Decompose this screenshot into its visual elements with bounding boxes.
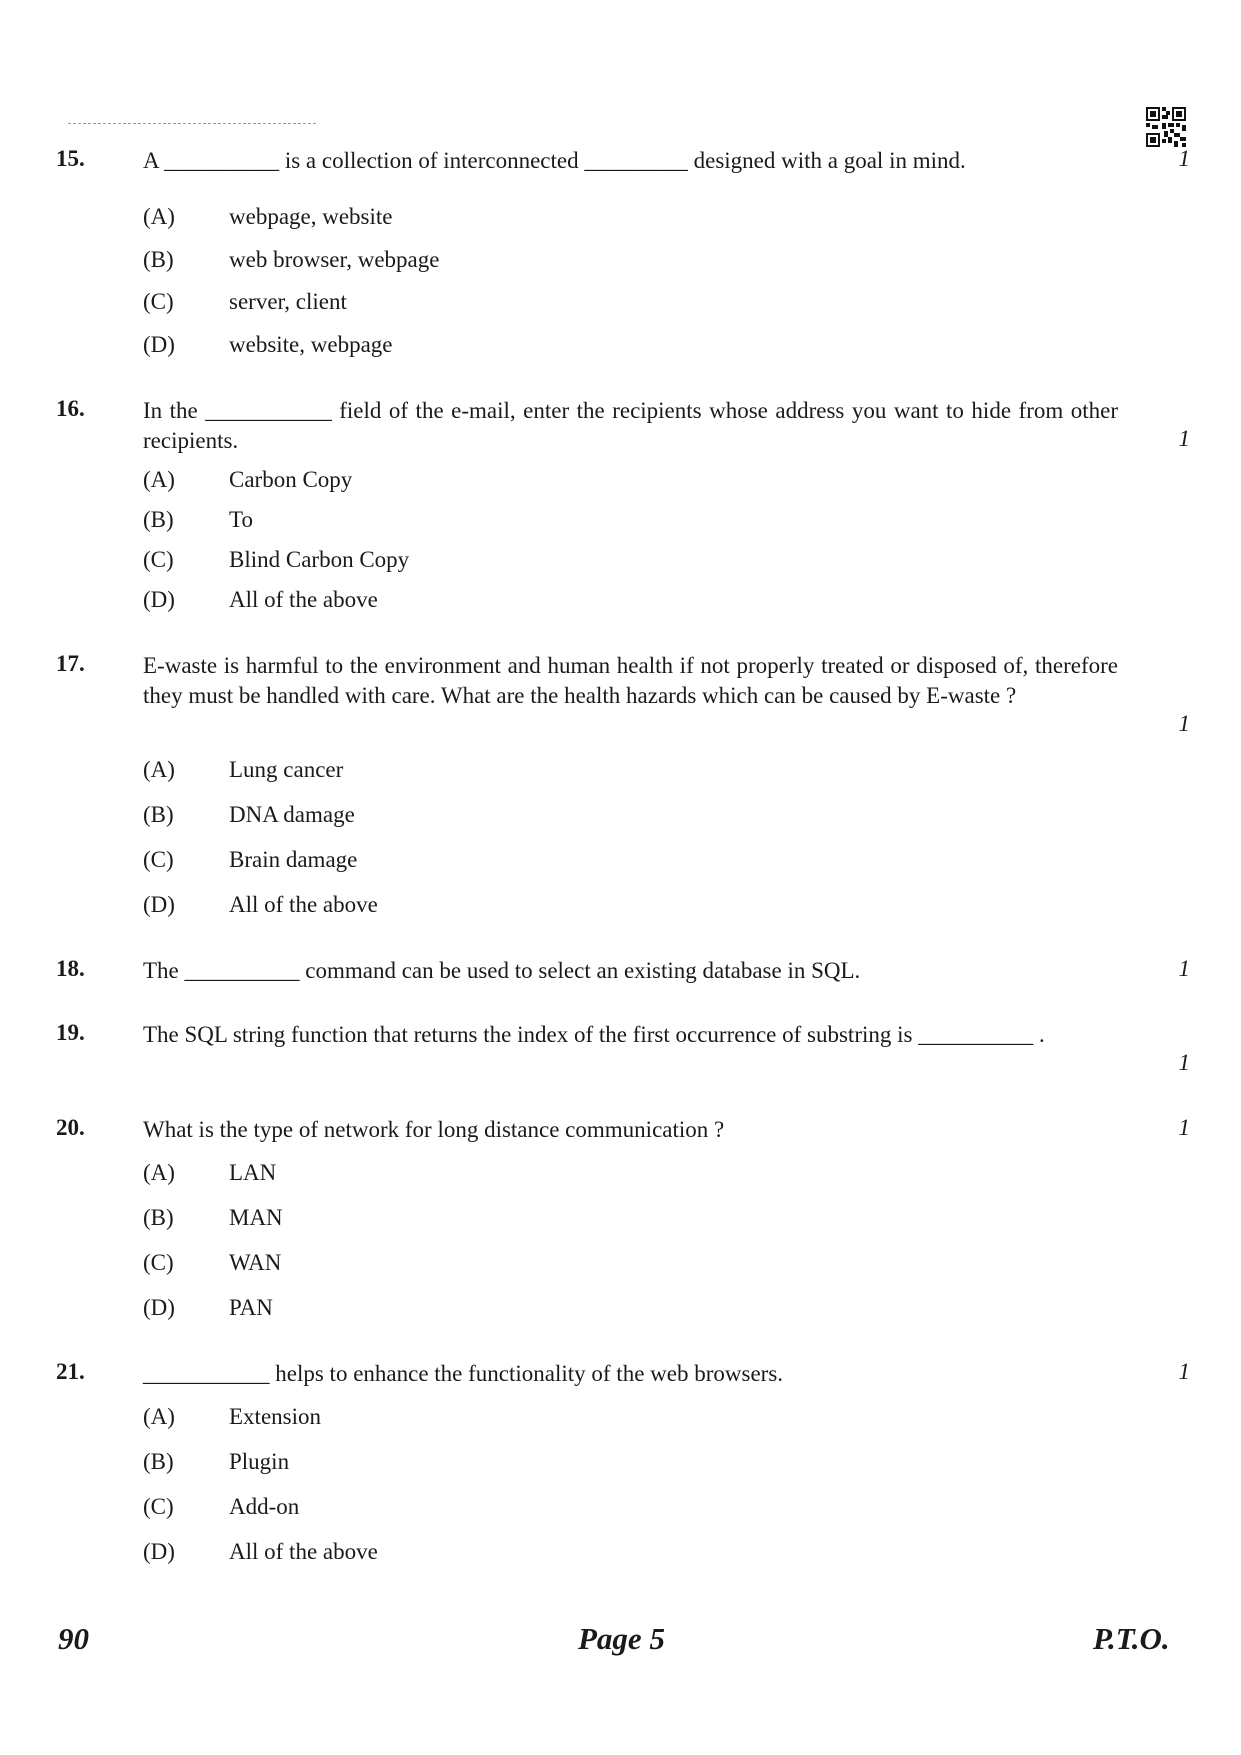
option-d [0,332,1241,362]
option-text: website, webpage [229,332,393,357]
option-letter: (A) [143,757,175,782]
question-number: 19. [56,1020,85,1045]
option-text: LAN [229,1160,277,1185]
question-number: 21. [56,1359,85,1384]
option-text: Lung cancer [229,757,344,782]
question-text: The SQL string function that returns the index of the first occurrence of substring is __________ . [143,1022,1045,1047]
option-d [0,587,1241,617]
option-letter: (D) [143,1539,175,1564]
option-letter: (C) [143,1494,174,1519]
option-d [0,1539,1241,1569]
option-letter: (A) [143,1404,175,1429]
option-text: All of the above [229,1539,378,1564]
option-letter: (C) [143,289,174,314]
option-letter: (A) [143,1160,175,1185]
option-c [0,1494,1241,1524]
question-marks: 1 [1178,1359,1190,1384]
option-text: To [229,507,253,532]
option-b [0,1449,1241,1479]
question-marks: 1 [1178,956,1190,981]
option-text: webpage, website [229,204,393,229]
option-c [0,847,1241,877]
option-a [0,467,1241,497]
option-text: WAN [229,1250,282,1275]
option-text: Extension [229,1404,321,1429]
option-text: PAN [229,1295,273,1320]
option-text: MAN [229,1205,283,1230]
question-number: 16. [56,396,85,421]
option-letter: (A) [143,204,175,229]
question-marks: 1 [1178,146,1190,171]
option-d [0,892,1241,922]
option-letter: (B) [143,1205,174,1230]
question-text: The __________ command can be used to select an existing database in SQL. [143,958,861,983]
option-a [0,1404,1241,1434]
option-text: Add-on [229,1494,300,1519]
option-letter: (D) [143,332,175,357]
option-letter: (C) [143,547,174,572]
option-b [0,1205,1241,1235]
option-c [0,289,1241,319]
option-b [0,802,1241,832]
option-text: web browser, webpage [229,247,440,272]
question-marks: 1 [1178,711,1190,736]
question-number: 15. [56,146,85,171]
header-rule [68,123,316,124]
option-c [0,547,1241,577]
option-letter: (B) [143,507,174,532]
question-text: In the ___________ field of the e-mail, enter the recipients whose address you want to hide from other recipients. [143,398,1118,453]
question-marks: 1 [1178,1115,1190,1140]
option-a [0,757,1241,787]
option-letter: (B) [143,247,174,272]
option-a [0,204,1241,234]
qr-code-icon [1146,107,1186,147]
option-letter: (D) [143,587,175,612]
option-text: All of the above [229,892,378,917]
option-text: All of the above [229,587,378,612]
option-letter: (C) [143,1250,174,1275]
option-text: Plugin [229,1449,290,1474]
question-number: 17. [56,651,85,676]
option-text: Brain damage [229,847,358,872]
option-letter: (C) [143,847,174,872]
option-letter: (D) [143,1295,175,1320]
question-number: 18. [56,956,85,981]
paper-code: 90 [58,1621,89,1656]
pto-label: P.T.O. [1093,1621,1170,1656]
question-text: What is the type of network for long distance communication ? [143,1117,725,1142]
option-b [0,247,1241,277]
option-letter: (A) [143,467,175,492]
question-text: A __________ is a collection of interconnected _________ designed with a goal in mind. [143,148,966,173]
option-letter: (D) [143,892,175,917]
question-marks: 1 [1178,1050,1190,1075]
question-text: E-waste is harmful to the environment and human health if not properly treated or disposed of, therefore they must be handled with care. What are the health hazards which can be caused by E-waste ? [143,653,1118,708]
question-marks: 1 [1178,426,1190,451]
question-text: ___________ helps to enhance the functionality of the web browsers. [143,1361,784,1386]
option-d [0,1295,1241,1325]
option-text: Blind Carbon Copy [229,547,410,572]
option-text: DNA damage [229,802,355,827]
option-c [0,1250,1241,1280]
option-letter: (B) [143,1449,174,1474]
question-number: 20. [56,1115,85,1140]
option-text: Carbon Copy [229,467,353,492]
option-b [0,507,1241,537]
page-label: Page 5 [578,1621,665,1656]
option-text: server, client [229,289,347,314]
option-a [0,1160,1241,1190]
option-letter: (B) [143,802,174,827]
